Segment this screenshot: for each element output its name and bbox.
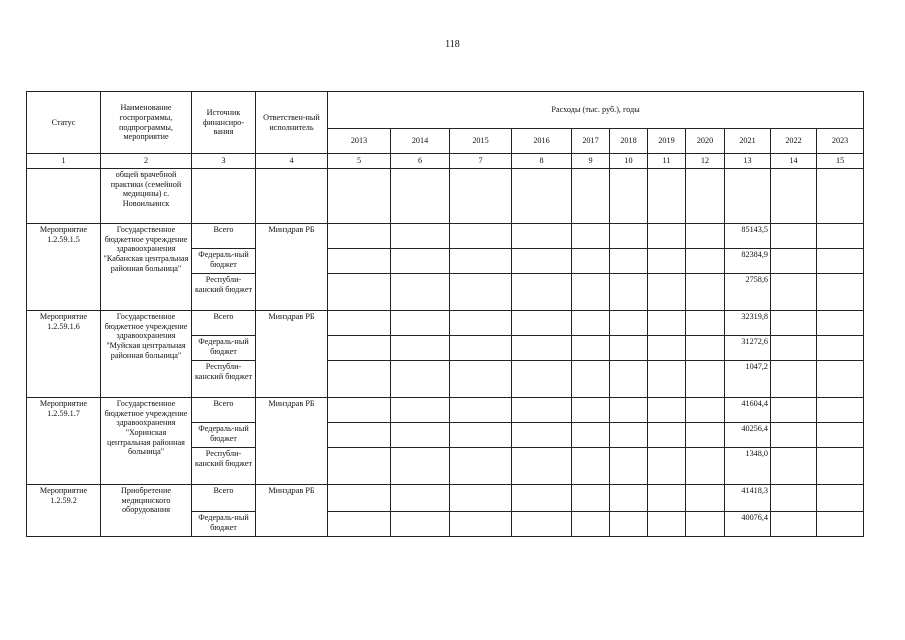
empty-cell [450, 336, 512, 361]
empty-cell [648, 361, 686, 398]
empty-cell [610, 485, 648, 512]
empty-cell [610, 249, 648, 274]
value-2021: 40256,4 [725, 423, 771, 448]
year-header: 2016 [512, 129, 572, 154]
empty-cell [817, 398, 864, 423]
empty-cell [391, 249, 450, 274]
column-number: 2 [101, 154, 192, 169]
empty-cell [771, 249, 817, 274]
header-status: Статус [27, 92, 101, 154]
column-number: 11 [648, 154, 686, 169]
empty-cell [771, 336, 817, 361]
column-number: 14 [771, 154, 817, 169]
table-row [27, 224, 864, 249]
empty-cell [391, 398, 450, 423]
empty-cell [771, 512, 817, 537]
empty-cell [391, 423, 450, 448]
status-cell: Мероприятие 1.2.59.1.6 [27, 311, 101, 398]
name-cell: общей врачебной практики (семейной медицины) с. Новоильинск [101, 169, 192, 224]
source-cell: Всего [192, 398, 256, 423]
name-cell: Государственное бюджетное учреждение здравоохранения "Кабанская центральная районная больница" [101, 224, 192, 311]
value-2021: 32319,8 [725, 311, 771, 336]
empty-cell [572, 274, 610, 311]
table-row [27, 311, 864, 336]
empty-cell [648, 336, 686, 361]
empty-cell [512, 274, 572, 311]
empty-cell [391, 485, 450, 512]
empty-cell [610, 361, 648, 398]
empty-cell [450, 512, 512, 537]
empty-cell [771, 274, 817, 311]
empty-cell [648, 448, 686, 485]
value-2021: 85143,5 [725, 224, 771, 249]
empty-cell [328, 398, 391, 423]
empty-cell [328, 361, 391, 398]
source-cell: Федераль-ный бюджет [192, 249, 256, 274]
source-cell: Федераль-ный бюджет [192, 512, 256, 537]
budget-table [26, 91, 864, 537]
empty-cell [572, 311, 610, 336]
empty-cell [391, 361, 450, 398]
empty-cell [328, 512, 391, 537]
year-header: 2014 [391, 129, 450, 154]
column-number: 4 [256, 154, 328, 169]
empty-cell [648, 398, 686, 423]
source-cell: Республи-канский бюджет [192, 448, 256, 485]
empty-cell [771, 224, 817, 249]
empty-cell [328, 249, 391, 274]
empty-cell [512, 249, 572, 274]
source-cell: Всего [192, 311, 256, 336]
empty-cell [610, 336, 648, 361]
source-cell: Федераль-ный бюджет [192, 336, 256, 361]
name-cell: Государственное бюджетное учреждение здравоохранения "Хоринская центральная районная больница" [101, 398, 192, 485]
year-header: 2023 [817, 129, 864, 154]
empty-cell [572, 485, 610, 512]
empty-cell [391, 512, 450, 537]
empty-cell [450, 361, 512, 398]
status-cell: Мероприятие 1.2.59.2 [27, 485, 101, 537]
empty-cell [771, 423, 817, 448]
empty-cell [450, 448, 512, 485]
empty-cell [512, 311, 572, 336]
column-number: 6 [391, 154, 450, 169]
empty-cell [512, 398, 572, 423]
executor-cell: Минздрав РБ [256, 398, 328, 485]
header-row [27, 92, 864, 129]
header-executor: Ответствен-ный исполнитель [256, 92, 328, 154]
empty-cell [328, 311, 391, 336]
column-number: 8 [512, 154, 572, 169]
name-cell: Государственное бюджетное учреждение здравоохранения "Муйская центральная районная больница" [101, 311, 192, 398]
source-cell: Республи-канский бюджет [192, 361, 256, 398]
value-2021: 41604,4 [725, 398, 771, 423]
empty-cell [686, 249, 725, 274]
empty-cell [817, 448, 864, 485]
empty-cell [686, 336, 725, 361]
table-row [27, 398, 864, 423]
empty-cell [512, 423, 572, 448]
empty-cell [648, 512, 686, 537]
empty-cell [328, 485, 391, 512]
empty-cell [610, 423, 648, 448]
year-header: 2021 [725, 129, 771, 154]
empty-cell [450, 485, 512, 512]
year-header: 2020 [686, 129, 725, 154]
empty-cell [817, 311, 864, 336]
value-2021: 41418,3 [725, 485, 771, 512]
value-2021: 82384,9 [725, 249, 771, 274]
empty-cell [686, 485, 725, 512]
empty-cell [450, 311, 512, 336]
status-cell: Мероприятие 1.2.59.1.5 [27, 224, 101, 311]
empty-cell [572, 336, 610, 361]
name-cell: Приобретение медицинского оборудования [101, 485, 192, 537]
empty-cell [391, 311, 450, 336]
empty-cell [391, 336, 450, 361]
status-cell [27, 169, 101, 224]
empty-cell [610, 398, 648, 423]
table-row [27, 169, 864, 224]
empty-cell [328, 274, 391, 311]
empty-cell [328, 423, 391, 448]
executor-cell: Минздрав РБ [256, 485, 328, 537]
empty-cell [512, 361, 572, 398]
empty-cell [771, 448, 817, 485]
empty-cell [686, 398, 725, 423]
empty-cell [610, 311, 648, 336]
header-expenses: Расходы (тыс. руб.), годы [328, 92, 864, 129]
empty-cell [512, 448, 572, 485]
source-cell: Федераль-ный бюджет [192, 423, 256, 448]
empty-cell [610, 512, 648, 537]
column-number: 10 [610, 154, 648, 169]
column-number: 3 [192, 154, 256, 169]
empty-cell [572, 448, 610, 485]
column-number: 15 [817, 154, 864, 169]
empty-cell [572, 249, 610, 274]
source-cell: Республи-канский бюджет [192, 274, 256, 311]
empty-cell [817, 423, 864, 448]
table-row [27, 485, 864, 512]
empty-cell [450, 423, 512, 448]
empty-cell [817, 249, 864, 274]
empty-cell [610, 448, 648, 485]
empty-cell [686, 274, 725, 311]
empty-cell [512, 336, 572, 361]
empty-cell [572, 512, 610, 537]
empty-cell [328, 448, 391, 485]
empty-cell [648, 274, 686, 311]
empty-cell [648, 423, 686, 448]
empty-cell [817, 224, 864, 249]
value-2021: 1047,2 [725, 361, 771, 398]
empty-cell [610, 274, 648, 311]
empty-cell [817, 336, 864, 361]
status-cell: Мероприятие 1.2.59.1.7 [27, 398, 101, 485]
header-source: Источник финансиро-вания [192, 92, 256, 154]
empty-cell [450, 224, 512, 249]
empty-cell [686, 448, 725, 485]
executor-cell: Минздрав РБ [256, 224, 328, 311]
empty-cell [686, 224, 725, 249]
empty-cell [572, 224, 610, 249]
empty-cell [450, 398, 512, 423]
page-number: 118 [445, 39, 460, 50]
empty-cell [817, 485, 864, 512]
empty-cell [771, 311, 817, 336]
empty-cell [817, 361, 864, 398]
value-2021: 31272,6 [725, 336, 771, 361]
empty-cell [686, 361, 725, 398]
empty-cell [391, 448, 450, 485]
empty-cell [648, 485, 686, 512]
source-cell: Всего [192, 224, 256, 249]
empty-cell [450, 274, 512, 311]
year-header: 2019 [648, 129, 686, 154]
column-number: 9 [572, 154, 610, 169]
value-2021: 2758,6 [725, 274, 771, 311]
empty-cell [572, 361, 610, 398]
value-2021: 40076,4 [725, 512, 771, 537]
empty-cell [328, 336, 391, 361]
column-number: 5 [328, 154, 391, 169]
year-header: 2015 [450, 129, 512, 154]
empty-cell [610, 224, 648, 249]
year-header: 2018 [610, 129, 648, 154]
column-number: 12 [686, 154, 725, 169]
empty-cell [771, 361, 817, 398]
empty-cell [391, 274, 450, 311]
column-number: 7 [450, 154, 512, 169]
empty-cell [686, 423, 725, 448]
executor-cell: Минздрав РБ [256, 311, 328, 398]
empty-cell [648, 224, 686, 249]
column-number-row [27, 154, 864, 169]
empty-cell [771, 398, 817, 423]
header-name: Наименование госпрограммы, подпрограммы, мероприятие [101, 92, 192, 154]
empty-cell [572, 398, 610, 423]
empty-cell [512, 485, 572, 512]
empty-cell [450, 249, 512, 274]
empty-cell [686, 512, 725, 537]
empty-cell [328, 224, 391, 249]
empty-cell [512, 512, 572, 537]
year-header: 2017 [572, 129, 610, 154]
empty-cell [648, 249, 686, 274]
year-header: 2013 [328, 129, 391, 154]
column-number: 13 [725, 154, 771, 169]
year-header: 2022 [771, 129, 817, 154]
empty-cell [817, 274, 864, 311]
empty-cell [771, 485, 817, 512]
empty-cell [686, 311, 725, 336]
empty-cell [512, 224, 572, 249]
empty-cell [391, 224, 450, 249]
empty-cell [572, 423, 610, 448]
empty-cell [648, 311, 686, 336]
empty-cell [817, 512, 864, 537]
column-number: 1 [27, 154, 101, 169]
value-2021: 1348,0 [725, 448, 771, 485]
source-cell: Всего [192, 485, 256, 512]
